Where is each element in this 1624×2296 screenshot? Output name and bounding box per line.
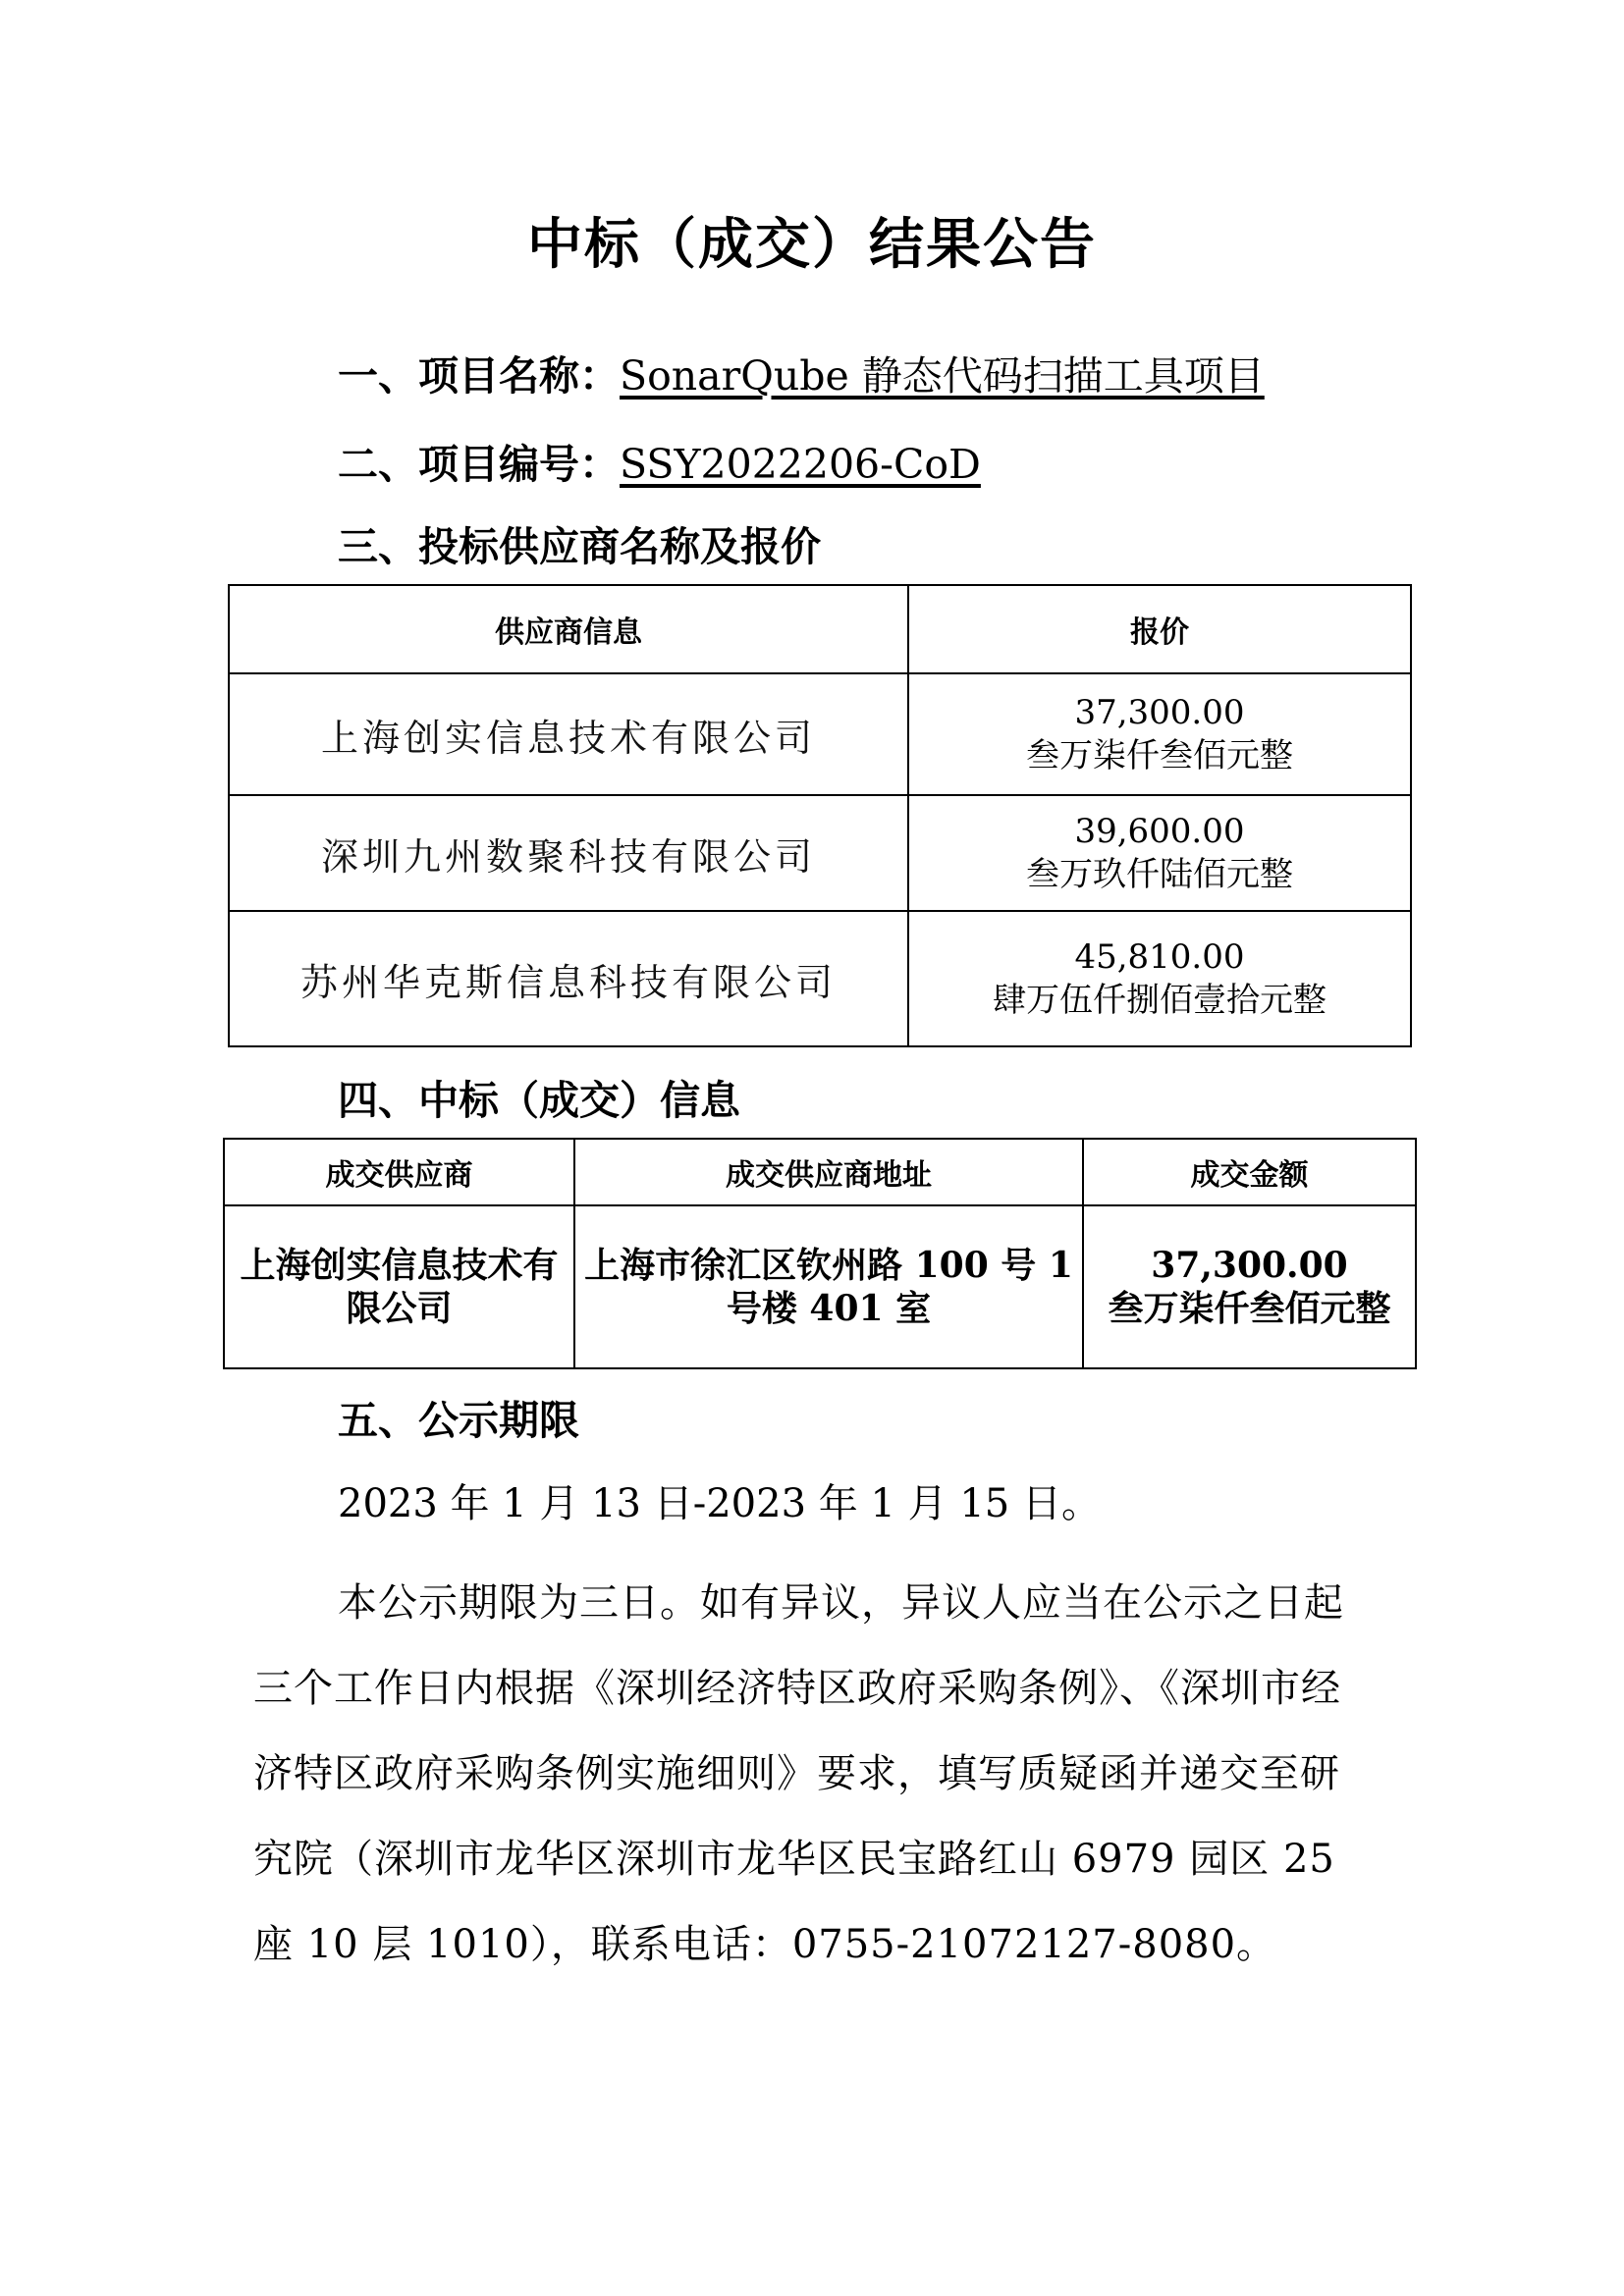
table-row [229,673,1411,795]
column-header-winning-amount: 成交金额 [1083,1139,1416,1205]
objection-notice: 本公示期限为三日。如有异议，异议人应当在公示之日起三个工作日内根据《深圳经济特区政府采购条例》、《深圳市经济特区政府采购条例实施细则》要求，填写质疑函并递交至研究院（深圳市龙华区深圳市龙华区民宝路红山 6979 园区 25 座 10 层 1010），联系电话：0755-21072127-8080。 [253,1580,1344,1967]
column-header-supplier-info: 供应商信息 [229,585,908,673]
project-name-value: SonarQube 静态代码扫描工具项目 [620,352,1265,400]
bidders-heading: 三、投标供应商名称及报价 [338,523,821,570]
supplier-name: 苏州华克斯信息科技有限公司 [229,911,908,1046]
quote-cell [908,795,1411,911]
quote-amount-words: 肆万伍仟捌佰壹拾元整 [993,981,1326,1020]
publicity-period-heading: 五、公示期限 [338,1397,579,1444]
quote-cell [908,673,1411,795]
publicity-period-text: 2023 年 1 月 13 日-2023 年 1 月 15 日。 [338,1481,1101,1526]
column-header-winning-supplier: 成交供应商 [224,1139,574,1205]
page-title: 中标（成交）结果公告 [527,213,1097,277]
quote-amount: 45,810.00 [1074,937,1245,977]
table-header-row [229,585,1411,673]
table-header-row [224,1139,1416,1205]
quote-amount: 39,600.00 [1074,812,1245,851]
supplier-name: 上海创实信息技术有限公司 [229,673,908,795]
quote-cell [908,911,1411,1046]
project-number-label: 二、项目编号： [338,441,620,488]
project-number-line [338,432,981,490]
project-name-line [338,344,1265,401]
bidders-table [228,584,1412,1047]
award-table [223,1138,1417,1369]
quote-amount: 37,300.00 [1074,693,1245,732]
column-header-quote: 报价 [908,585,1411,673]
winning-supplier: 上海创实信息技术有限公司 [224,1205,574,1368]
winning-amount: 37,300.00 [1151,1245,1348,1286]
winning-amount-cell [1083,1205,1416,1368]
table-row [224,1205,1416,1368]
column-header-supplier-address: 成交供应商地址 [574,1139,1083,1205]
winning-amount-words: 叁万柒仟叁佰元整 [1108,1288,1391,1329]
supplier-name: 深圳九州数聚科技有限公司 [229,795,908,911]
quote-amount-words: 叁万柒仟叁佰元整 [1026,736,1293,775]
table-row [229,911,1411,1046]
quote-amount-words: 叁万玖仟陆佰元整 [1026,855,1293,894]
table-row [229,795,1411,911]
award-heading: 四、中标（成交）信息 [338,1077,740,1124]
supplier-address: 上海市徐汇区钦州路 100 号 1 号楼 401 室 [574,1205,1083,1368]
project-number-value: SSY2022206-CoD [620,441,981,488]
project-name-label: 一、项目名称： [338,352,620,400]
